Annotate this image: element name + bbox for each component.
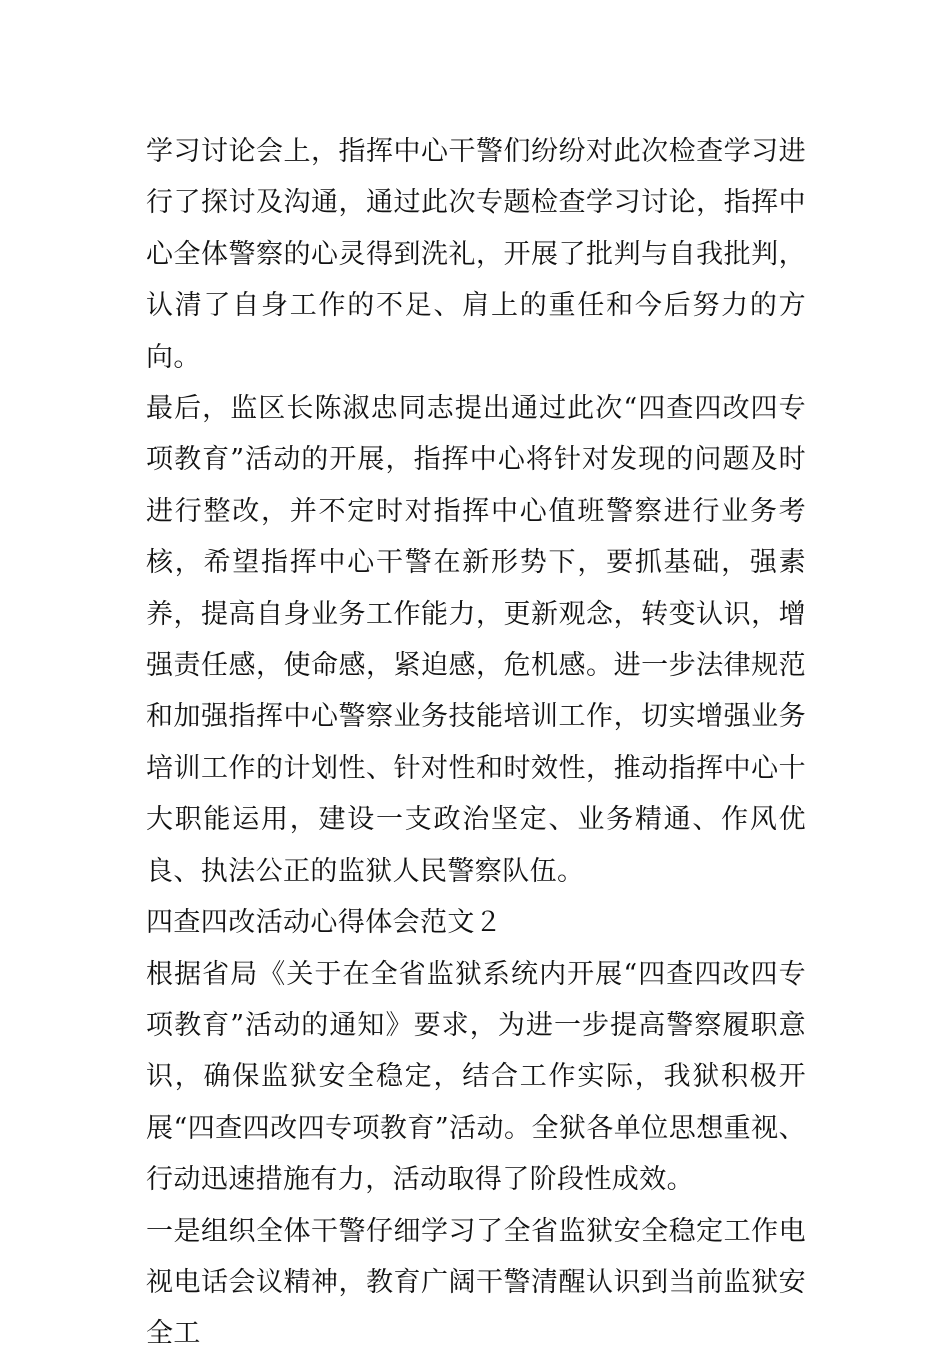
paragraph-conclusion: 最后，监区长陈淑忠同志提出通过此次“四查四改四专项教育”活动的开展，指挥中心将针对发现的问题及时进行整改，并不定时对指挥中心值班警察进行业务考核，希望指挥中心干警在新形势下，要抓基础，强素养，提高自身业务工作能力，更新观念，转变认识，增强责任感，使命感，紧迫感，危机感。进一步法律规范和加强指挥中心警察业务技能培训工作，切实增强业务培训工作的计划性、针对性和时效性，推动指挥中心十大职能运用，建设一支政治坚定、业务精通、作风优良、执法公正的监狱人民警察队伍。 (146, 393, 806, 887)
document-body (146, 126, 806, 1360)
paragraph-study-discussion: 学习讨论会上，指挥中心干警们纷纷对此次检查学习进行了探讨及沟通，通过此次专题检查学习讨论，指挥中心全体警察的心灵得到洗礼，开展了批判与自我批判，认清了自身工作的不足、肩上的重任和今后努力的方向。 (146, 136, 806, 373)
section-heading: 四查四改活动心得体会范文２ (146, 907, 503, 939)
paragraph-point-one: 一是组织全体干警仔细学习了全省监狱安全稳定工作电视电话会议精神，教育广阔干警清醒认识到当前监狱安全工 (146, 1215, 806, 1350)
paragraph-background: 根据省局《关于在全省监狱系统内开展“四查四改四专项教育”活动的通知》要求，为进一步提高警察履职意识，确保监狱安全稳定，结合工作实际，我狱积极开展“四查四改四专项教育”活动。全狱各单位思想重视、行动迅速措施有力，活动取得了阶段性成效。 (146, 958, 806, 1196)
